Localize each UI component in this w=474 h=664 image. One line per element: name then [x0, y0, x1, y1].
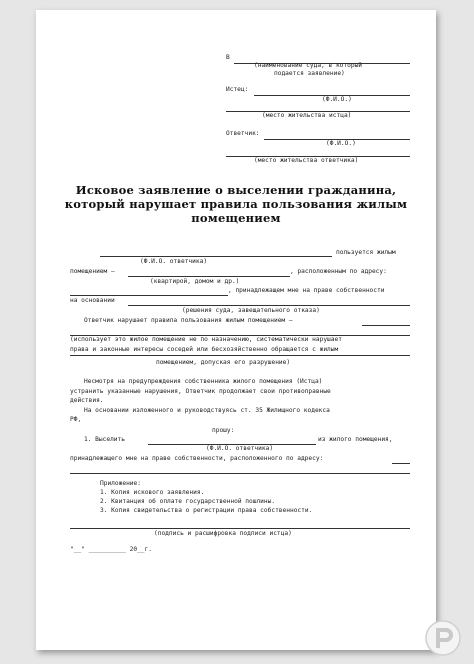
body-line-16: принадлежащего мне на праве собственности, расположенного по адресу:	[70, 455, 324, 462]
evict-address-line-2	[70, 473, 410, 474]
body-line-15-end: из жилого помещения,	[318, 436, 393, 443]
body-line-12: На основании изложенного и руководствуясь ст. 35 Жилищного кодекса	[84, 407, 330, 414]
body-line-7: права и законные интересы соседей или бесхозяйственно обращается с жилым	[70, 346, 339, 353]
attachment-item: 2. Квитанция об оплате государственной пошлины.	[100, 498, 276, 505]
defendant-fio-caption: (Ф.И.О.)	[326, 140, 356, 147]
court-prefix: В	[226, 54, 230, 61]
document-page	[36, 10, 436, 650]
body-line-9: Несмотря на предупреждения собственника жилого помещения (Истца)	[84, 378, 323, 385]
plaintiff-label: Истец:	[226, 86, 249, 93]
body-line-5: Ответчик нарушает правила пользования жилым помещением –	[84, 317, 293, 324]
attachments-label: Приложение:	[100, 480, 141, 487]
defendant-label: Ответчик:	[226, 130, 260, 137]
document-title-line-1: Исковое заявление о выселении гражданина,	[75, 183, 397, 197]
body-caption-premises: (квартирой, домом и др.)	[150, 278, 240, 285]
body-caption-basis: (решения суда, завещательного отказа)	[182, 307, 320, 314]
plaintiff-fio-caption: (Ф.И.О.)	[322, 96, 352, 103]
body-line-2-end: , расположенным по адресу:	[290, 268, 387, 275]
body-request: прошу:	[212, 427, 235, 434]
basis-fill-line	[128, 305, 410, 306]
signature-caption: (подпись и расшифровка подписи истца)	[154, 530, 292, 537]
address-fill-line	[70, 295, 228, 296]
signature-line	[70, 528, 410, 529]
body-line-3-end: , принадлежащем мне на праве собственности	[228, 287, 385, 294]
court-caption-2: подается заявление)	[274, 70, 345, 77]
attachment-item: 1. Копия искового заявления.	[100, 489, 205, 496]
attachment-item: 3. Копия свидетельства о регистрации права собственности.	[100, 507, 313, 514]
body-line-6: (использует это жилое помещение не по назначению, систематически нарушает	[70, 336, 342, 343]
premises-type-line	[128, 276, 290, 277]
document-title-line-3: помещением	[191, 211, 281, 225]
body-line-13: РФ,	[70, 416, 82, 423]
body-line-15-start: 1. Выселить	[84, 436, 125, 443]
plaintiff-address-caption: (место жительства истца)	[262, 112, 352, 119]
body-line-11: действия.	[70, 397, 104, 404]
body-line-2-start: помещением –	[70, 268, 115, 275]
site-logo-icon	[423, 618, 463, 658]
violation-fill-line-3	[70, 355, 410, 356]
body-caption-evict: (Ф.И.О. ответчика)	[206, 445, 274, 452]
defendant-address-caption: (место жительства ответчика)	[254, 157, 359, 164]
body-line-4-start: на основании	[70, 297, 115, 304]
defendant-fio-fill-line	[100, 256, 332, 257]
court-caption-1: (наименование суда, в который	[254, 62, 363, 69]
body-caption-defendant: (Ф.И.О. ответчика)	[140, 258, 208, 265]
evict-address-line	[392, 463, 410, 464]
body-line-8: помещением, допуская его разрушение)	[156, 359, 291, 366]
violation-fill-line	[362, 325, 410, 326]
date-line: "__" __________ 20__г.	[70, 546, 152, 553]
body-line-1-end: пользуется жилым	[336, 249, 396, 256]
document-title-line-2: который нарушает правила пользования жилым	[64, 197, 408, 211]
body-line-10: устранить указанные нарушения, Ответчик продолжает свои противоправные	[70, 388, 331, 395]
